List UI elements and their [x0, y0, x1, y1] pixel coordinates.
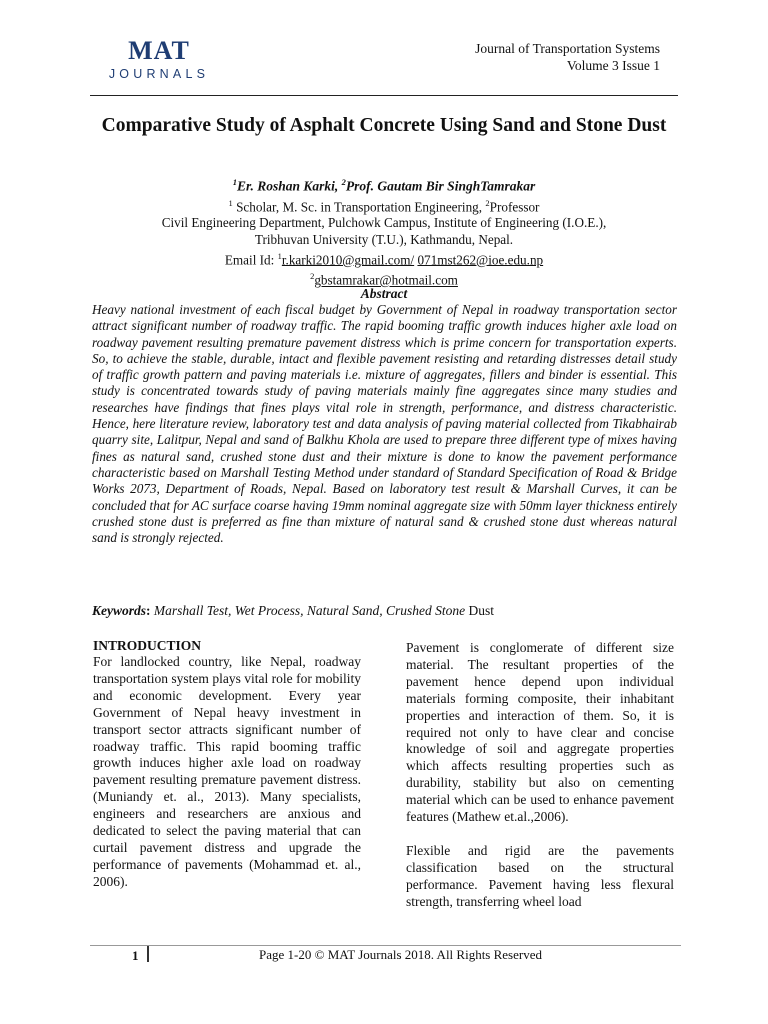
- department: Civil Engineering Department, Pulchowk Campus, Institute of Engineering (I.O.E.),: [161, 215, 607, 231]
- author1-sup: 1: [232, 177, 237, 187]
- left-column: [93, 636, 361, 891]
- paper-title: Comparative Study of Asphalt Concrete Using Sand and Stone Dust: [101, 115, 667, 136]
- intro-paragraph-right-1: Pavement is conglomerate of different size material. The resultant properties of the pavement hence depend upon individual materials forming composite, their inhabitant properties and interaction of them. So, it is required not only to have clear and concise knowledge of soil and aggregate properties which affects resulting properties such as durability, stability but also on cementing material which can be used to enhance pavement features (Mathew et.al.,2006).: [406, 640, 674, 825]
- university: Tribhuvan University (T.U.), Kathmandu, Nepal.: [254, 231, 514, 247]
- author-names: [95, 174, 673, 195]
- logo-mat-text: MAT: [128, 36, 190, 65]
- logo-journals-text: JOURNALS: [108, 67, 210, 81]
- header-divider: [90, 95, 678, 96]
- email-line: [95, 248, 673, 269]
- intro-paragraph-left: For landlocked country, like Nepal, roadway transportation system plays vital role for mobility and economic development. Every year Government of Nepal heavy investment in transport sector attracts significant number of roadway traffic. This rapid booming traffic growth induces higher axle load on roadway pavement resulting premature pavement distress. (Muniandy et. al., 2013). Many specialists, engineers and researchers are anxious and dedicated to select the paving material that can curtail pavement distress and upgrade the performance of pavements (Mohammad et. al., 2006).: [93, 654, 361, 889]
- page-number-bar: [147, 946, 149, 962]
- email1-sup: 1: [277, 250, 282, 261]
- intro-paragraph-right-2: Flexible and rigid are the pavements classification based on the structural performance. Pavement having less flexural strength, transferring wheel load: [406, 842, 674, 909]
- author2-sup: 2: [341, 177, 346, 187]
- journal-name: Journal of Transportation Systems: [475, 41, 660, 56]
- email-label: Email Id:: [224, 252, 278, 268]
- keywords-colon: :: [146, 603, 154, 618]
- aff1-sup: 1: [228, 197, 233, 208]
- email3-sup: 2: [310, 271, 315, 282]
- aff1-text: Scholar, M. Sc. in Transportation Engineering,: [232, 199, 486, 215]
- email2-link[interactable]: 071mst262@ioe.edu.np: [417, 252, 544, 268]
- keywords-label: Keywords: [92, 603, 146, 618]
- abstract-heading: Abstract: [360, 286, 408, 301]
- author-block: [95, 174, 673, 289]
- aff2-sup: 2: [485, 197, 490, 208]
- keywords-tail: Dust: [465, 603, 495, 618]
- introduction-heading: INTRODUCTION: [93, 638, 202, 653]
- abstract-text: Heavy national investment of each fiscal budget by Government of Nepal in roadway transportation sector attract significant number of roadway traffic. The rapid booming traffic growth induces higher axle load on roadway pavement resulting premature pavement distress which is prime concern for transportation experts. So, to achieve the stable, durable, intact and flexible pavement resisting and retarding distresses detail study of traffic growth pattern and paving materials i.e. mixture of aggregates, fillers and binder is essential. This study is concentrated towards study of paving materials mainly fine aggregates since many studies and researches have findings that fines plays vital role in strength, performance, and distress characteristic. Hence, here literature review, laboratory test and data analysis of paving material collected from Tikabhairab quarry site, Lalitpur, Nepal and sand of Balkhu Khola are used to prepare three different type of mixes having fines as natural sand, crushed stone dust and their mixture is done to know the pavement performance characteristic based on Marshall Testing Method under standard of Standard Specification of Road & Bridge Works 2073, Department of Roads, Nepal. Based on laboratory test result & Marshall Curves, it can be concluded that for AC surface coarse having 19mm nominal aggregate size with 50mm layer thickness entirely crushed stone dust is preferred as fine than mixture of natural sand & crushed stone dust whereas natural sand is strongly rejected.: [92, 302, 677, 546]
- footer-copyright: Page 1-20 © MAT Journals 2018. All Rights Reserved: [259, 947, 542, 962]
- right-column: [406, 636, 674, 911]
- author2-name: Prof. Gautam Bir SinghTamrakar: [345, 178, 536, 194]
- aff2-text: Professor: [489, 199, 540, 215]
- author1-name: Er. Roshan Karki,: [237, 178, 342, 194]
- page-number: 1: [132, 948, 139, 963]
- keywords-list: Marshall Test, Wet Process, Natural Sand, Crushed Stone: [153, 603, 466, 618]
- email1-link[interactable]: r.karki2010@gmail.com/: [281, 252, 415, 268]
- journal-info: [475, 40, 660, 74]
- keywords-line: [92, 602, 677, 619]
- footer-divider: [90, 945, 681, 946]
- journal-volume: Volume 3 Issue 1: [566, 58, 660, 73]
- journal-logo: [103, 38, 215, 81]
- author-affiliation-roles: [95, 195, 673, 216]
- email3-link[interactable]: gbstamrakar@hotmail.com: [314, 272, 458, 288]
